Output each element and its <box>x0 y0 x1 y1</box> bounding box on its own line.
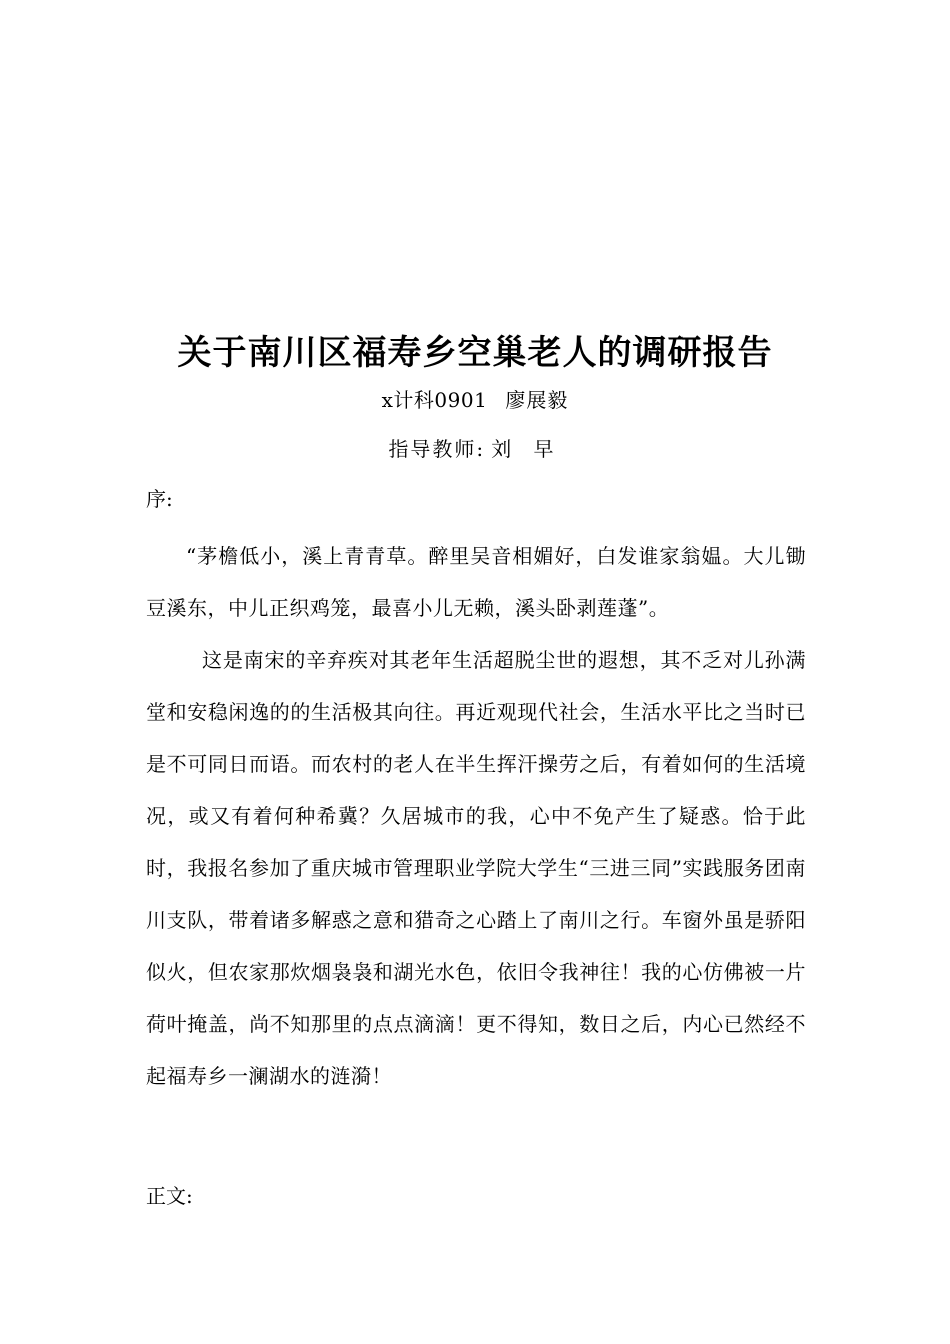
author-name: 廖展毅 <box>505 388 569 412</box>
author-class: x计科0901 <box>381 388 488 412</box>
preface-body-paragraph: 这是南宋的辛弃疾对其老年生活超脱尘世的遐想，其不乏对儿孙满堂和安稳闲逸的的生活极其向往。再近观现代社会，生活水平比之当时已是不可同日而语。而农村的老人在半生挥汗操劳之后，有着如何的生活境况，或又有着何种希冀？久居城市的我，心中不免产生了疑惑。恰于此时，我报名参加了重庆城市管理职业学院大学生“三进三同”实践服务团南川支队，带着诸多解惑之意和猎奇之心踏上了南川之行。车窗外虽是骄阳似火，但农家那炊烟袅袅和湖光水色，依旧令我神往！我的心仿佛被一片荷叶掩盖，尚不知那里的点点滴滴！更不得知，数日之后，内心已然经不起福寿乡一澜湖水的涟漪！ <box>146 648 806 1088</box>
document-title: 关于南川区福寿乡空巢老人的调研报告 <box>177 333 773 373</box>
body-label: 正文: <box>146 1184 193 1208</box>
advisor-name: 刘 早 <box>491 437 562 461</box>
preface-quote-paragraph: “茅檐低小，溪上青青草。醉里吴音相媚好，白发谁家翁媪。大儿锄豆溪东，中儿正织鸡笼，最喜小儿无赖，溪头卧剥莲蓬”。 <box>146 544 806 620</box>
advisor-label: 指导教师: <box>388 437 486 461</box>
advisor-line <box>0 433 950 465</box>
author-line <box>0 384 950 416</box>
preface-label: 序: <box>146 487 173 511</box>
